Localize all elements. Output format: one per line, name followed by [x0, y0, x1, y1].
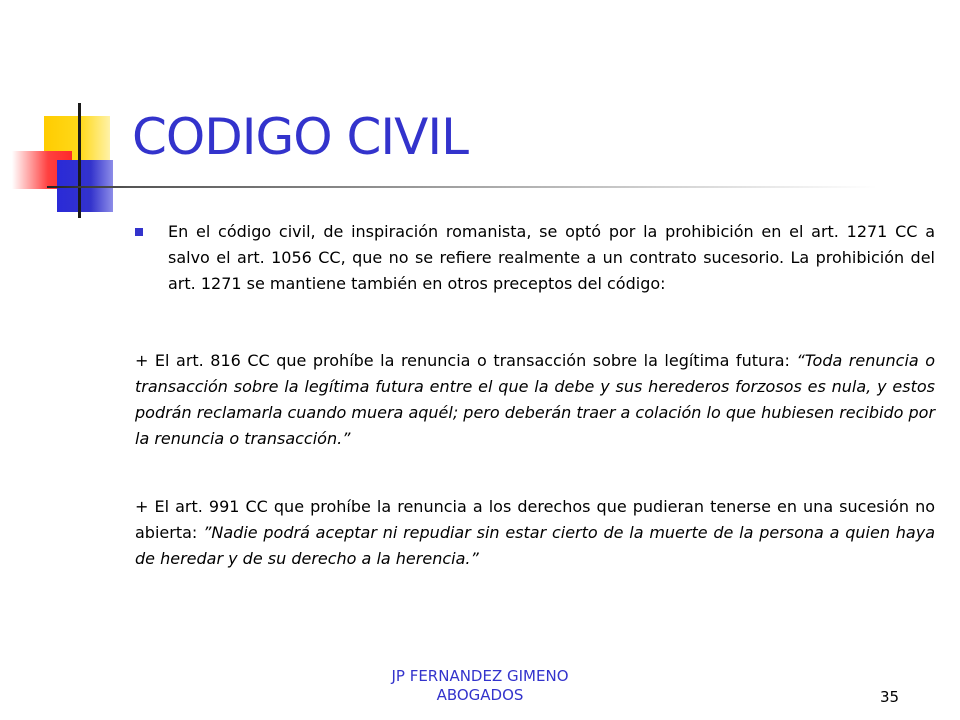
article-991-intro: + El art. 991 CC que prohíbe la renuncia a los derechos que pudieran tenerse en una sucesión no abierta:	[135, 497, 935, 542]
decorative-vertical-line	[78, 103, 81, 218]
bullet-item	[135, 219, 935, 297]
article-991-paragraph	[135, 494, 935, 572]
footer-author	[330, 667, 630, 705]
slide-number: 35	[880, 688, 900, 706]
footer-line-1: JP FERNANDEZ GIMENO	[391, 667, 569, 685]
title-underline	[47, 186, 877, 188]
footer-line-2: ABOGADOS	[436, 686, 524, 704]
article-816-quote: “Toda renuncia o transacción sobre la legítima futura entre el que la debe y sus herederos forzosos es nula, y estos podrán reclamarla cuando muera aquél; pero deberán traer a colación lo que hubiesen recibido por la renuncia o transacción.”	[135, 351, 936, 448]
square-bullet-icon	[135, 228, 143, 236]
article-816-paragraph	[135, 348, 935, 452]
slide-title: CODIGO CIVIL	[132, 108, 468, 166]
article-991-quote: ”Nadie podrá aceptar ni repudiar sin estar cierto de la muerte de la persona a quien haya de heredar y de su derecho a la herencia.”	[135, 523, 935, 568]
article-816-intro: + El art. 816 CC que prohíbe la renuncia o transacción sobre la legítima futura:	[135, 351, 797, 370]
bullet-text: En el código civil, de inspiración romanista, se optó por la prohibición en el art. 1271 CC a salvo el art. 1056 CC, que no se refiere realmente a un contrato sucesorio. La prohibición del art. 1271 se mantiene también en otros preceptos del código:	[168, 222, 935, 293]
